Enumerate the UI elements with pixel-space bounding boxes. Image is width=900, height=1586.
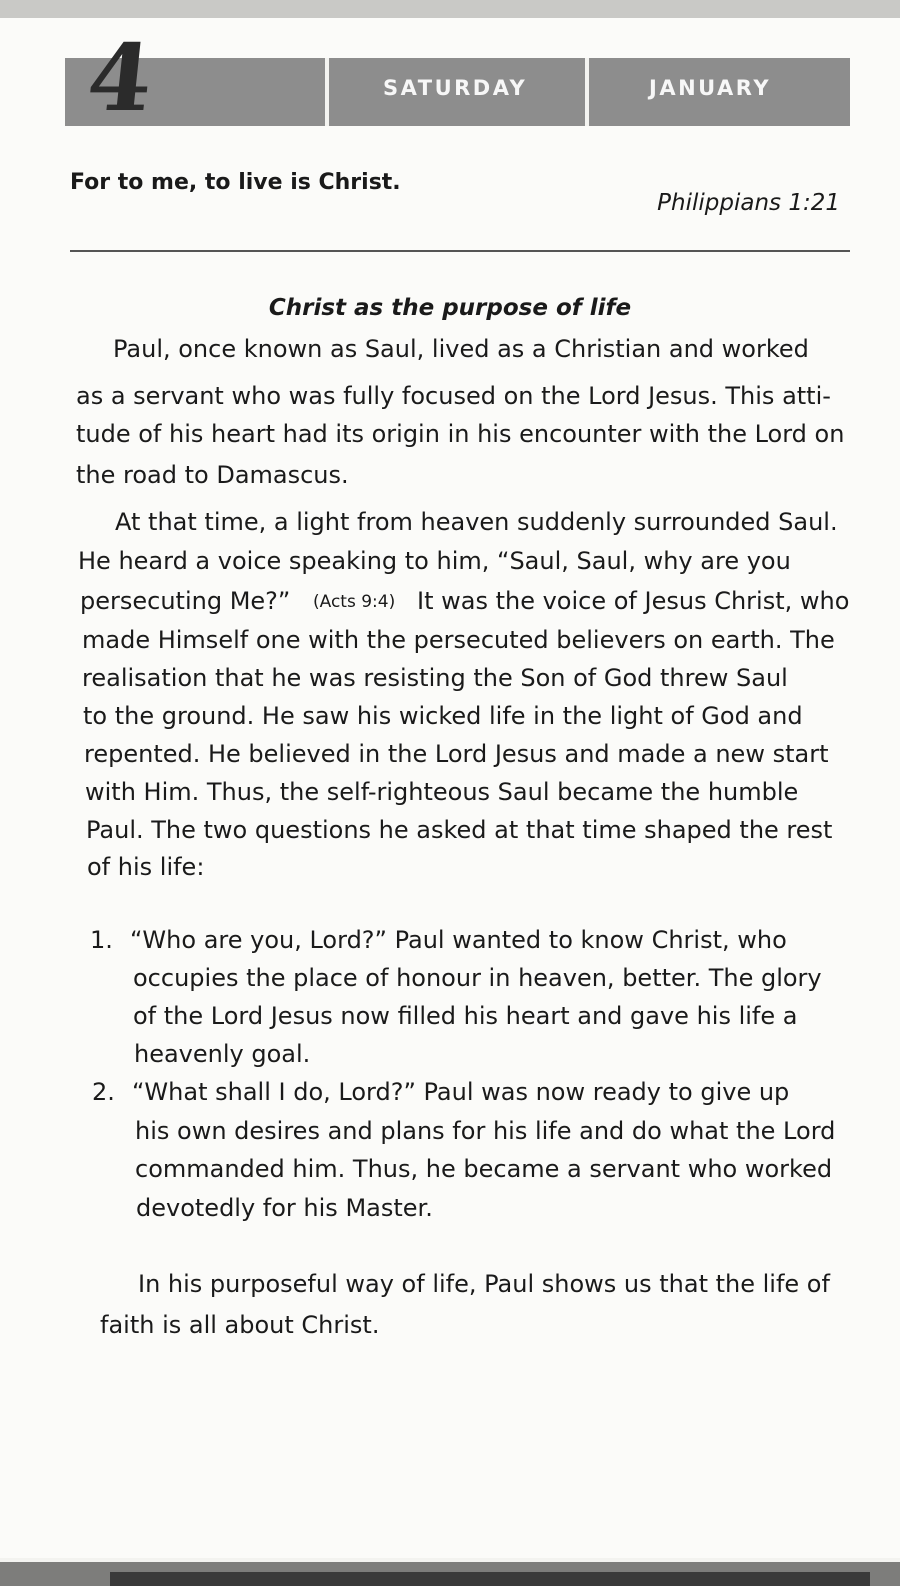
body-line: to the ground. He saw his wicked life in the light of God and: [83, 702, 803, 730]
header-divider: [325, 58, 329, 126]
body-line: faith is all about Christ.: [100, 1311, 380, 1339]
body-line: tude of his heart had its origin in his encounter with the Lord on: [76, 420, 845, 448]
body-line: of his life:: [87, 853, 205, 881]
list-number: 1.: [90, 926, 113, 954]
body-line: the road to Damascus.: [76, 461, 349, 489]
list-item-line: his own desires and plans for his life and do what the Lord: [135, 1117, 836, 1145]
body-line: persecuting Me?”: [80, 587, 291, 615]
verse-reference: Philippians 1:21: [657, 190, 840, 216]
devotional-title: Christ as the purpose of life: [268, 295, 632, 321]
list-item-line: occupies the place of honour in heaven, better. The glory: [133, 964, 822, 992]
weekday-label: SATURDAY: [383, 76, 528, 100]
body-line: realisation that he was resisting the Son of God threw Saul: [82, 664, 788, 692]
body-line: repented. He believed in the Lord Jesus and made a new start: [84, 740, 829, 768]
list-item-line: heavenly goal.: [134, 1040, 311, 1068]
header-divider: [585, 58, 589, 126]
body-line: as a servant who was fully focused on the Lord Jesus. This atti-: [76, 382, 831, 410]
day-number: 4: [82, 24, 158, 132]
body-line: Paul, once known as Saul, lived as a Christian and worked: [113, 335, 809, 363]
body-line: with Him. Thus, the self-righteous Saul became the humble: [85, 778, 799, 806]
next-page-header-strip: [110, 1572, 870, 1586]
list-item-line: “Who are you, Lord?” Paul wanted to know Christ, who: [130, 926, 787, 954]
body-line: In his purposeful way of life, Paul shows us that the life of: [138, 1270, 830, 1298]
body-line: Paul. The two questions he asked at that time shaped the rest: [86, 816, 833, 844]
page-edge-top: [0, 0, 900, 18]
body-line: At that time, a light from heaven suddenly surrounded Saul.: [115, 508, 838, 536]
list-number: 2.: [92, 1078, 115, 1106]
body-line: made Himself one with the persecuted believers on earth. The: [82, 626, 835, 654]
body-line: It was the voice of Jesus Christ, who: [417, 587, 850, 615]
list-item-line: commanded him. Thus, he became a servant who worked: [135, 1155, 833, 1183]
month-label: JANUARY: [649, 76, 772, 100]
body-line: He heard a voice speaking to him, “Saul, Saul, why are you: [78, 547, 791, 575]
list-item-line: of the Lord Jesus now filled his heart and gave his life a: [133, 1002, 798, 1030]
divider-rule: [70, 250, 850, 252]
date-header-bar: [65, 58, 850, 126]
key-verse: For to me, to live is Christ.: [70, 170, 401, 195]
scripture-citation: (Acts 9:4): [313, 592, 396, 612]
list-item-line: devotedly for his Master.: [136, 1194, 433, 1222]
list-item-line: “What shall I do, Lord?” Paul was now ready to give up: [132, 1078, 790, 1106]
